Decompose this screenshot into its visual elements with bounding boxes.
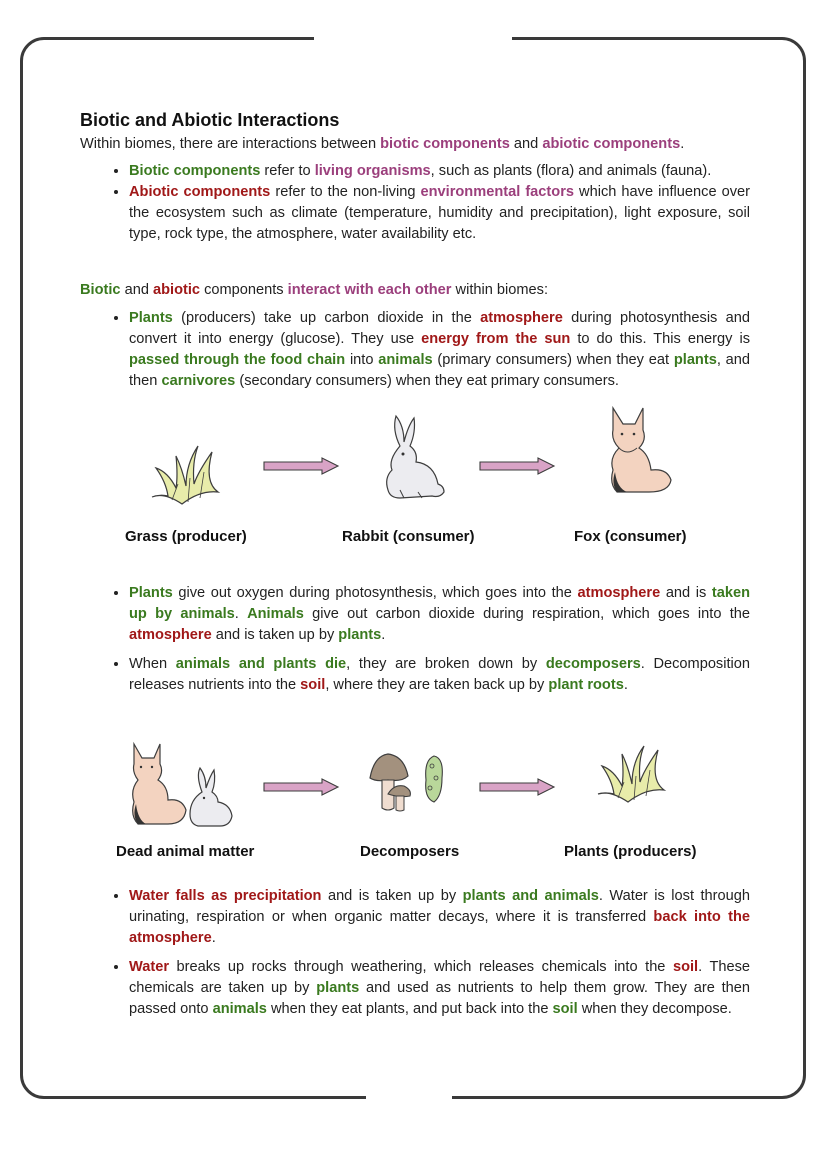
p1-k1: Plants: [129, 310, 173, 326]
grass-icon: [142, 442, 226, 512]
energy-bullet: [129, 308, 750, 392]
p5-k2: soil: [672, 959, 699, 975]
b1-k1: Biotic components: [129, 163, 261, 179]
p3-k2: decomposers: [545, 656, 641, 672]
p5-k3: plants: [316, 980, 360, 996]
p3-t0: When: [129, 656, 176, 672]
b2-t2: which have influence over the ecosystem such as climate (temperature, humidity and precipitation), light exposure, soil type, rock type, the atmosphere, water availability etc.: [129, 184, 751, 242]
p5-k1: Water: [129, 959, 170, 975]
arrow-4: [478, 778, 556, 796]
p5-t5: when they decompose.: [577, 1001, 732, 1017]
p1-t3: to do this. This energy is: [570, 331, 750, 347]
page-title: Biotic and Abiotic Interactions: [80, 110, 340, 130]
caption-rabbit: Rabbit (consumer): [342, 528, 475, 545]
p4-t3: .: [211, 930, 216, 946]
p5-t3: and used as nutrients to help them grow. They are then passed onto: [129, 980, 751, 1017]
plant-icon: [588, 744, 672, 810]
worksheet-content: [80, 108, 750, 1020]
biotic-definition: [129, 161, 750, 182]
weathering-bullet: [129, 957, 750, 1020]
p1-t5: (primary consumers) when they eat: [432, 352, 674, 368]
intro-k2: abiotic components: [542, 136, 681, 152]
fox-icon: [605, 404, 675, 498]
arrow-3: [262, 778, 340, 796]
p1-k4: passed through the food chain: [129, 352, 346, 368]
p5-k5: soil: [552, 1001, 578, 1017]
int-t1: and: [120, 282, 154, 298]
p2-k2: atmosphere: [577, 585, 661, 601]
mushroom-icon: [366, 752, 456, 818]
p1-t1: (producers) take up carbon dioxide in the: [172, 310, 481, 326]
interaction-list-3: [80, 886, 750, 1020]
b1-t2: , such as plants (flora) and animals (fauna).: [430, 163, 712, 179]
p4-t1: and is taken up by: [321, 888, 463, 904]
interaction-list-2: [80, 583, 750, 696]
caption-fox: Fox (consumer): [574, 528, 687, 545]
interaction-list-1: [80, 308, 750, 392]
p2-k6: plants: [338, 627, 382, 643]
p4-k3: back into the atmosphere: [129, 909, 750, 946]
p3-k3: soil: [300, 677, 326, 693]
p4-k1: Water falls as precipitation: [129, 888, 322, 904]
arrow-2: [478, 457, 556, 475]
b2-k2: environmental factors: [420, 184, 574, 200]
p1-k6: plants: [673, 352, 717, 368]
int-k1: Biotic: [80, 282, 121, 298]
p1-t7: (secondary consumers) when they eat primary consumers.: [235, 373, 619, 389]
p5-k4: animals: [212, 1001, 267, 1017]
definitions-list: [80, 161, 750, 245]
p3-t4: .: [623, 677, 628, 693]
p5-t4: when they eat plants, and put back into the: [266, 1001, 553, 1017]
p3-k4: plant roots: [548, 677, 624, 693]
p3-t2: . Decomposition releases nutrients into the: [129, 656, 750, 693]
p1-t6: , and then: [129, 352, 751, 389]
interaction-heading: [80, 280, 750, 301]
p3-k1: animals and plants die: [175, 656, 347, 672]
int-k2: abiotic: [153, 282, 201, 298]
p5-t2: . These chemicals are taken up by: [129, 959, 750, 996]
gas-exchange-bullet: [129, 583, 750, 646]
frame-gap-top: [314, 34, 512, 42]
decomposition-diagram: [80, 740, 750, 870]
decomposition-bullet: [129, 654, 750, 696]
int-k3: interact with each other: [287, 282, 452, 298]
dead-animals-icon: [128, 740, 238, 830]
caption-plants: Plants (producers): [564, 843, 697, 860]
intro-t3: .: [680, 136, 685, 152]
intro-t1: Within biomes, there are interactions between: [80, 136, 381, 152]
b2-t1: refer to the non-living: [270, 184, 421, 200]
p2-k1: Plants: [129, 585, 173, 601]
p1-k3: energy from the sun: [421, 331, 571, 347]
p2-t2: and is: [660, 585, 712, 601]
b2-k1: Abiotic components: [129, 184, 271, 200]
abiotic-definition: [129, 182, 750, 245]
p4-t2: . Water is lost through urinating, respiration or when organic matter decays, where it is transferred: [129, 888, 750, 925]
int-t3: within biomes:: [451, 282, 549, 298]
p2-t3: .: [234, 606, 248, 622]
caption-dead-matter: Dead animal matter: [116, 843, 255, 860]
p2-t4: give out carbon dioxide during respiration, which goes into the: [303, 606, 750, 622]
b1-k2: living organisms: [314, 163, 431, 179]
p2-k3: taken up by animals: [129, 585, 750, 622]
p2-t1: give out oxygen during photosynthesis, which goes into the: [172, 585, 578, 601]
b1-t1: refer to: [260, 163, 315, 179]
p3-t3: , where they are taken back up by: [325, 677, 549, 693]
p1-k5: animals: [378, 352, 433, 368]
frame-gap-bottom: [366, 1094, 452, 1102]
int-t2: components: [200, 282, 288, 298]
p1-t2: during photosynthesis and convert it into energy (glucose). They use: [129, 310, 750, 347]
p1-k2: atmosphere: [480, 310, 563, 326]
caption-grass: Grass (producer): [125, 528, 247, 545]
p4-k2: plants and animals: [462, 888, 599, 904]
water-cycle-bullet: [129, 886, 750, 949]
p3-t1: , they are broken down by: [346, 656, 546, 672]
rabbit-icon: [378, 412, 450, 502]
caption-decomposers: Decomposers: [360, 843, 460, 860]
p2-t5: and is taken up by: [211, 627, 339, 643]
p1-k7: carnivores: [161, 373, 236, 389]
p2-t6: .: [381, 627, 386, 643]
arrow-1: [262, 457, 340, 475]
intro-k1: biotic components: [380, 136, 510, 152]
intro-text: [80, 134, 750, 155]
intro-t2: and: [509, 136, 543, 152]
p1-t4: into: [345, 352, 379, 368]
food-chain-diagram: [80, 412, 750, 562]
p5-t1: breaks up rocks through weathering, which releases chemicals into the: [169, 959, 673, 975]
p2-k5: atmosphere: [129, 627, 212, 643]
p2-k4: Animals: [247, 606, 304, 622]
